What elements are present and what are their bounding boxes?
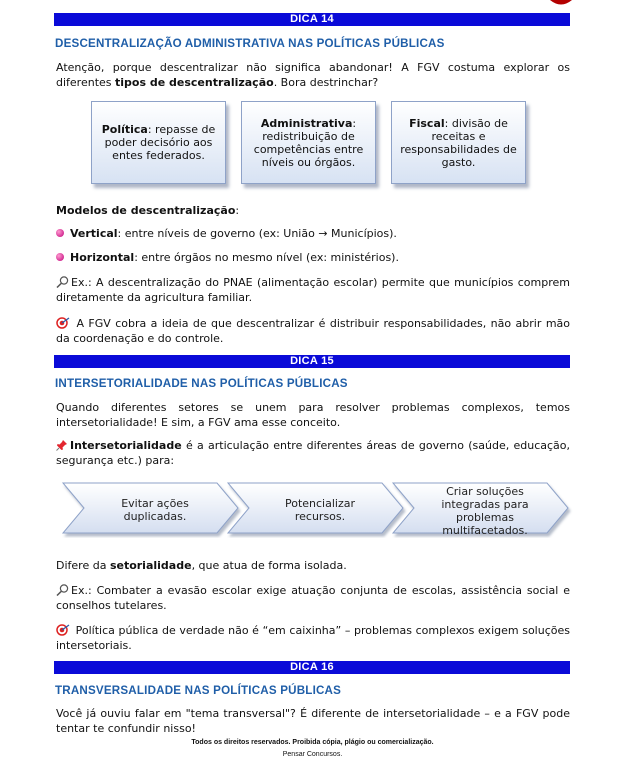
logo-fragment: [548, 0, 574, 6]
dica-14-example-line1: Ex.: A descentralização do PNAE (alimentação escolar) permite que municípios comprem: [56, 275, 570, 291]
dica-15-bar: DICA 15: [54, 355, 570, 368]
dica-16-title: TRANSVERSALIDADE NAS POLÍTICAS PÚBLICAS: [55, 684, 342, 697]
dica-15-diff: Difere da setorialidade, que atua de forma isolada.: [56, 559, 347, 572]
dica-15-intro-line1: Quando diferentes setores se unem para resolver problemas complexos, temos: [56, 401, 570, 414]
dica-15-tip-line2: intersetoriais.: [56, 639, 132, 652]
chevron-label-3: Criar soluções integradas para problemas multifacetados.: [441, 485, 529, 537]
dica-15-def-line2: segurança etc.) para:: [56, 454, 175, 467]
magnifier-icon: [56, 276, 69, 288]
dica-15-title: INTERSETORIALIDADE NAS POLÍTICAS PÚBLICAS: [55, 377, 348, 390]
bullet-icon: [56, 229, 64, 237]
dica-14-intro-line2: diferentes tipos de descentralização. Bora destrinchar?: [56, 76, 379, 89]
intro-bold: tipos de descentralização: [115, 76, 274, 89]
pushpin-icon: [56, 439, 68, 451]
bullet-icon: [56, 253, 64, 261]
footer-brand: Pensar Concursos.: [282, 751, 343, 758]
dica-15-example-line1: Ex.: Combater a evasão escolar exige atuação conjunta de escolas, assistência social e: [56, 583, 570, 599]
models-title: Modelos de descentralização:: [56, 204, 240, 217]
dica-16-bar: DICA 16: [54, 661, 570, 674]
target-icon: [56, 317, 70, 329]
dica-15-example-line2: conselhos tutelares.: [56, 599, 167, 612]
dica-14-intro-line1: Atenção, porque descentralizar não significa abandonar! A FGV costuma explorar os: [56, 61, 570, 74]
chevron-label-2: Potencializar recursos.: [284, 497, 356, 523]
model-horizontal: Horizontal: entre órgãos no mesmo nível (ex: ministérios).: [56, 250, 399, 266]
chevron-label-1: Evitar ações duplicadas.: [121, 497, 189, 523]
dica-15-def-line1: Intersetorialidade é a articulação entre diferentes áreas de governo (saúde, educação,: [56, 438, 570, 454]
dica-14-bar: DICA 14: [54, 13, 570, 26]
dica-14-example-line2: diretamente da agricultura familiar.: [56, 291, 253, 304]
magnifier-icon: [56, 584, 69, 596]
dica-15-tip-line1: Política pública de verdade não é “em caixinha” – problemas complexos exigem soluções: [56, 623, 570, 639]
model-vertical: Vertical: entre níveis de governo (ex: União → Municípios).: [56, 226, 397, 242]
target-icon: [56, 624, 70, 636]
dica-16-intro-line2: tentar te confundir nisso!: [56, 722, 196, 735]
chevron-process: [62, 482, 576, 538]
dica-14-tip-line2: da coordenação e do controle.: [56, 332, 224, 345]
dica-15-intro-line2: intersetorialidade! E sim, a FGV ama esse conceito.: [56, 416, 341, 429]
box-fiscal: Fiscal: divisão de receitas e responsabilidades de gasto.: [391, 101, 526, 184]
dica-14-tip-line1: A FGV cobra a ideia de que descentralizar é distribuir responsabilidades, não abrir mão: [56, 316, 570, 332]
box-administrativa: Administrativa: redistribuição de competências entre níveis ou órgãos.: [241, 101, 376, 184]
dica-16-intro-line1: Você já ouviu falar em "tema transversal"? É diferente de intersetorialidade – e a FGV pode: [56, 707, 570, 720]
box-politica: Política: repasse de poder decisório aos entes federados.: [91, 101, 226, 184]
dica-14-title: DESCENTRALIZAÇÃO ADMINISTRATIVA NAS POLÍTICAS PÚBLICAS: [55, 37, 445, 50]
footer-rights: Todos os direitos reservados. Proibida cópia, plágio ou comercialização.: [191, 739, 434, 746]
